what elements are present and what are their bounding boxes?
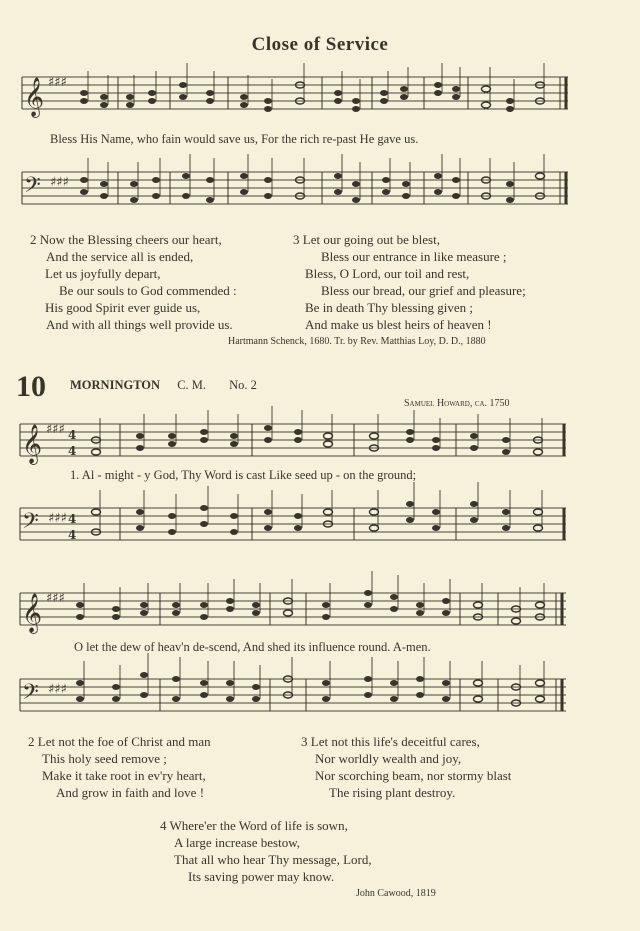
lyric-line: O let the dew of heav'n de-scend, And shed its influence round. A-men. [74,640,431,654]
treble-clef-icon: 𝄞 [22,424,43,464]
verse-line: 2 Now the Blessing cheers our heart, [30,232,222,247]
verse-line: Its saving power may know. [188,869,335,884]
bass-clef-icon: 𝄢 [22,509,39,539]
composer: Samuel Howard, ca. 1750 [404,398,510,409]
key-signature-icon: ♯♯♯ [48,511,67,526]
tune-name: MORNINGTON [70,378,161,392]
verse-line: A large increase bestow, [174,835,300,850]
svg-text:4: 4 [68,528,77,542]
key-signature-icon: ♯♯♯ [50,175,69,190]
verse-line: And make us blest heirs of heaven ! [305,317,492,332]
verse-line: Nor worldly wealth and joy, [315,751,462,766]
verse-line: Be our souls to God commended : [59,283,237,298]
credit-line: Hartmann Schenck, 1680. Tr. by Rev. Matthias Loy, D. D., 1880 [228,336,486,347]
lyric-line: 1. Al - might - y God, Thy Word is cast Like seed up - on the ground; [70,468,417,482]
key-signature-icon: ♯♯♯ [48,682,67,697]
verse-line: That all who hear Thy message, Lord, [174,852,372,867]
verse-line: 4 Where'er the Word of life is sown, [160,818,348,833]
verse-line: Nor scorching beam, nor stormy blast [315,768,512,783]
tune-number: No. 2 [229,378,257,392]
lyric-line: Bless His Name, who fain would save us, For the rich re-past He gave us. [50,132,419,146]
verse-line: Bless our entrance in like measure ; [321,249,507,264]
bass-clef-icon: 𝄢 [22,680,39,710]
svg-text:4: 4 [68,512,77,526]
hymn-number: 10 [16,370,46,403]
key-signature-icon: ♯♯♯ [48,75,67,90]
verse-line: And grow in faith and love ! [56,785,205,800]
verse-3-block [301,733,511,801]
treble-clef-icon: 𝄞 [22,593,43,633]
key-signature-icon: ♯♯♯ [46,422,65,437]
time-signature-bottom: 4 [68,444,77,458]
verse-line: And with all things well provide us. [46,317,233,332]
verse-line: 3 Let not this life's deceitful cares, [301,734,480,749]
verse-4-block [160,817,372,885]
verse-line: This holy seed remove ; [42,751,167,766]
verse-line: 2 Let not the foe of Christ and man [28,734,211,749]
credit-line: John Cawood, 1819 [356,888,436,899]
treble-clef-icon: 𝄞 [24,77,45,117]
meter: C. M. [177,378,207,392]
verse-line: 3 Let our going out be blest, [293,232,440,247]
verse-line: And the service all is ended, [46,249,194,264]
verse-line: His good Spirit ever guide us, [45,300,201,315]
verse-line: Bless our bread, our grief and pleasure; [321,283,526,298]
verse-line: Bless, O Lord, our toil and rest, [305,266,470,281]
time-signature-top: 4 [68,428,77,442]
bass-clef-icon: 𝄢 [24,173,41,203]
key-signature-icon: ♯♯♯ [46,591,65,606]
section-title: Close of Service [251,34,389,55]
verse-line: Be in death Thy blessing given ; [305,300,474,315]
verse-line: Let us joyfully depart, [45,266,161,281]
verse-2-block [28,733,211,801]
verse-line: Make it take root in ev'ry heart, [42,768,206,783]
verse-line: The rising plant destroy. [329,785,456,800]
